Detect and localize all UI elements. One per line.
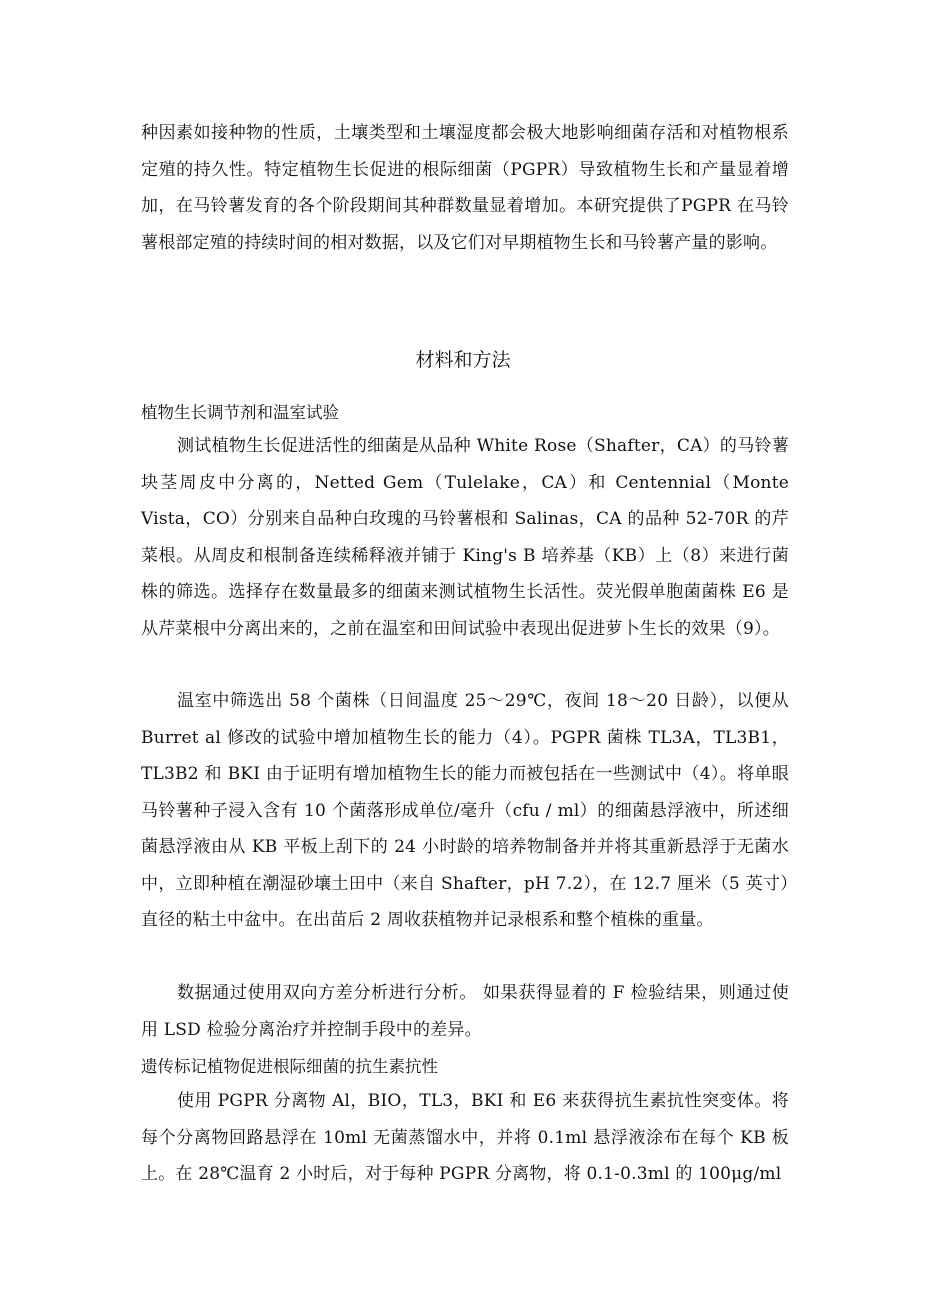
section-title: 材料和方法 [415,349,511,371]
subsection-heading-growth: 植物生长调节剂和温室试验 [141,403,339,422]
subsection-heading-antibiotic: 遗传标记植物促进根际细菌的抗生素抗性 [141,1057,438,1076]
intro-paragraph: 种因素如接种物的性质，土壤类型和土壤湿度都会极大地影响细菌存活和对植物根系定殖的持久性。特定植物生长促进的根际细菌（PGPR）导致植物生长和产量显着增加，在马铃薯发育的各个阶段期间其种群数量显着增加。本研究提供了PGPR 在马铃薯根部定殖的持续时间的相对数据，以及它们对早期植物生长和马铃薯产量的影响。 [141,123,789,253]
paragraph-greenhouse-screening: 温室中筛选出 58 个菌株（日间温度 25～29℃，夜间 18～20 日龄），以便从 Burret al 修改的试验中增加植物生长的能力（4）。PGPR 菌株 TL3A，TL3B1，TL3B2 和 BKI 由于证明有增加植物生长的能力而被包括在一些测试中（4）。将单眼马铃薯种子浸入含有 10 个菌落形成单位/毫升（cfu / ml）的细菌悬浮液中，所述细菌悬浮液由从 KB 平板上刮下的 24 小时龄的培养物制备并并将其重新悬浮于无菌水中，立即种植在潮湿砂壤土田中（来自 Shafter，pH 7.2），在 12.7 厘米（5 英寸）直径的粘土中盆中。在出苗后 2 周收获植物并记录根系和整个植株的重量。 [141,691,789,930]
paragraph-antibiotic-mutants: 使用 PGPR 分离物 Al，BIO，TL3，BKI 和 E6 来获得抗生素抗性突变体。将每个分离物回路悬浮在 10ml 无菌蒸馏水中，并将 0.1ml 悬浮液涂布在每个 KB 板上。在 28℃温育 2 小时后，对于每种 PGPR 分离物，将 0.1-0.3ml 的 100μg/ml [141,1091,789,1184]
paragraph-data-analysis: 数据通过使用双向方差分析进行分析。 如果获得显着的 F 检验结果，则通过使用 LSD 检验分离治疗并控制手段中的差异。 [141,983,789,1040]
paragraph-bacteria-isolation: 测试植物生长促进活性的细菌是从品种 White Rose（Shafter，CA）的马铃薯块茎周皮中分离的，Netted Gem（Tulelake，CA）和 Centennial（Monte Vista，CO）分别来自品种白玫瑰的马铃薯根和 Salinas，CA 的品种 52-70R 的芹菜根。从周皮和根制备连续稀释液并铺于 King's B 培养基（KB）上（8）来进行菌株的筛选。选择存在数量最多的细菌来测试植物生长活性。荧光假单胞菌菌株 E6 是从芹菜根中分离出来的，之前在温室和田间试验中表现出促进萝卜生长的效果（9）。 [141,436,789,639]
